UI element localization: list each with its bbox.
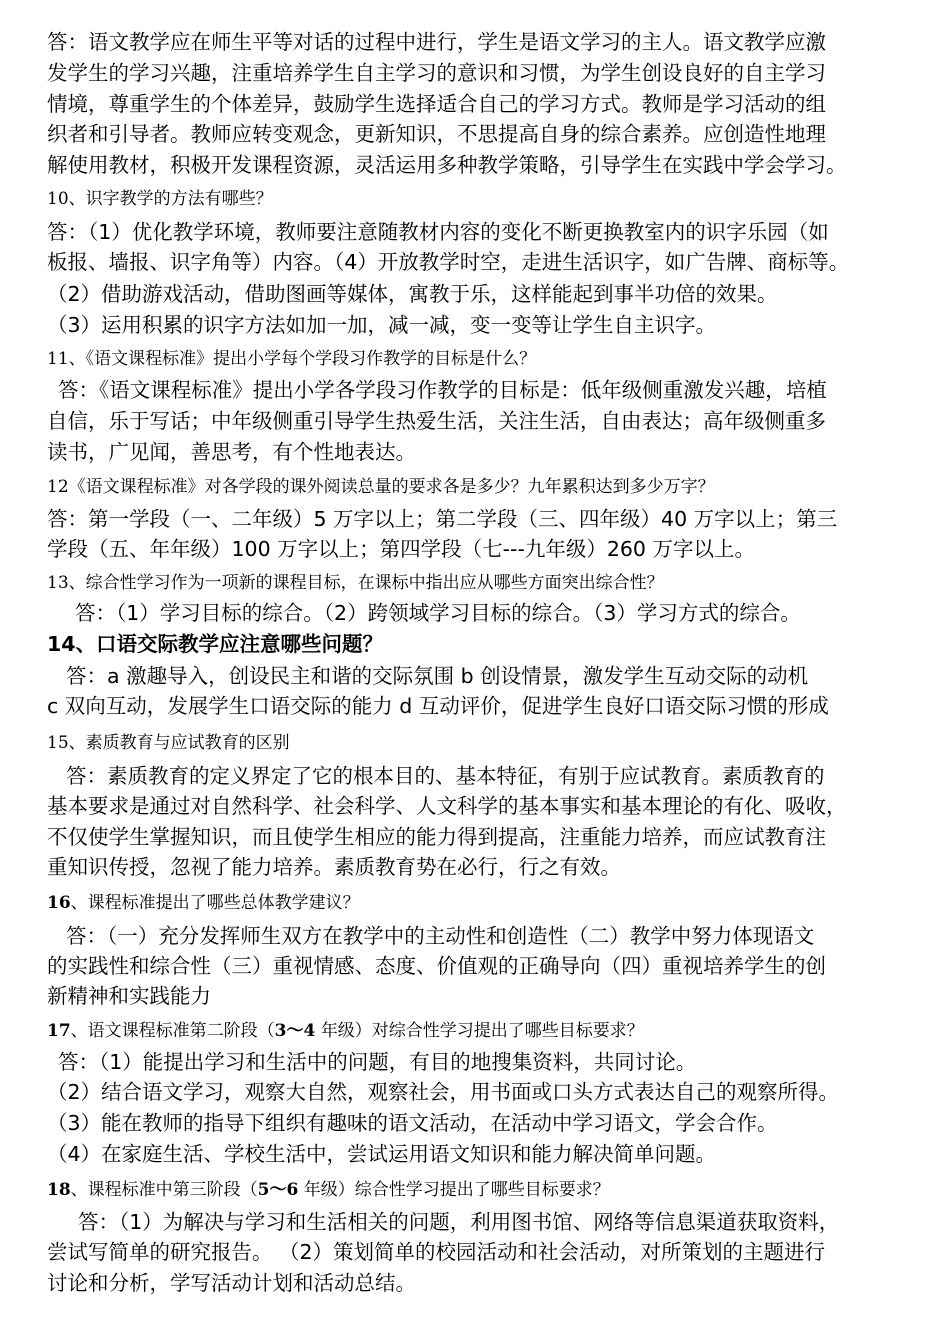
answer-9-line-4: 织者和引导者。教师应转变观念，更新知识，不思提高自身的综合素养。应创造性地理 [47,122,826,146]
question-17-grade-range: 3～4 [274,1021,316,1041]
question-15-heading: 15、素质教育与应试教育的区别 [47,733,290,753]
answer-10-line-4: （3）运用积累的识字方法如加一加，减一减，变一变等让学生自主识字。 [47,313,717,337]
question-18-grade-range: 5～6 [257,1180,299,1200]
answer-9-line-2: 发学生的学习兴趣，注重培养学生自主学习的意识和习惯，为学生创设良好的自主学习 [47,61,826,85]
answer-9-line-1: 答：语文教学应在师生平等对话的过程中进行，学生是语文学习的主人。语文教学应激 [47,30,826,54]
question-17-text-a: 、语文课程标准第二阶段（ [70,1021,275,1041]
answer-18-line-1: 答：（1）为解决与学习和生活相关的问题，利用图书馆、网络等信息渠道获取资料， [78,1210,840,1234]
answer-11-line-2: 自信，乐于写话；中年级侧重引导学生热爱生活，关注生活，自由表达；高年级侧重多 [47,409,826,433]
answer-11-line-1: 答：《语文课程标准》提出小学各学段习作教学的目标是：低年级侧重激发兴趣，培植 [58,378,827,402]
question-16-heading [0,887,950,919]
answer-9-line-3: 情境，尊重学生的个体差异，鼓励学生选择适合自己的学习方式。教师是学习活动的组 [47,92,826,116]
answer-15-line-1: 答：素质教育的定义界定了它的根本目的、基本特征，有别于应试教育。素质教育的 [66,764,825,788]
question-14-heading: 14、口语交际教学应注意哪些问题？ [47,632,384,656]
question-12-heading: 12《语文课程标准》对各学段的课外阅读总量的要求各是多少？九年累积达到多少万字？ [47,477,715,497]
answer-10-line-1: 答：（1）优化教学环境，教师要注意随教材内容的变化不断更换教室内的识字乐园（如 [47,220,829,244]
answer-16-line-1: 答：（一）充分发挥师生双方在教学中的主动性和创造性（二）教学中努力体现语文 [66,924,815,948]
question-13-heading: 13、综合性学习作为一项新的课程目标，在课标中指出应从哪些方面突出综合性？ [47,573,664,593]
question-17-number: 17 [47,1021,71,1041]
question-10-heading: 10、识字教学的方法有哪些？ [47,189,273,209]
answer-10-line-2: 板报、墙报、识字角等）内容。（4）开放教学时空，走进生活识字，如广告牌、商标等。 [47,250,850,274]
answer-17-line-2: （2）结合语文学习，观察大自然，观察社会，用书面或口头方式表达自己的观察所得。 [47,1080,840,1104]
answer-16-line-2: 的实践性和综合性（三）重视情感、态度、价值观的正确导向（四）重视培养学生的创 [47,954,826,978]
question-17-text-b: 年级）对综合性学习提出了哪些目标要求？ [315,1021,644,1041]
answer-15-line-2: 基本要求是通过对自然科学、社会科学、人文科学的基本事实和基本理论的有化、吸收， [47,794,847,818]
question-18-text-b: 年级）综合性学习提出了哪些目标要求？ [298,1180,610,1200]
answer-15-line-4: 重知识传授，忽视了能力培养。素质教育势在必行，行之有效。 [47,855,621,879]
question-11-heading: 11、《语文课程标准》提出小学每个学段习作教学的目标是什么？ [47,349,537,369]
answer-9-line-5: 解使用教材，积极开发课程资源，灵活运用多种教学策略，引导学生在实践中学会学习。 [47,153,847,177]
question-16-number: 16 [47,893,71,913]
answer-12-line-1: 答：第一学段（一、二年级）5 万字以上；第二学段（三、四年级）40 万字以上；第三 [47,507,838,531]
question-18-text-a: 、课程标准中第三阶段（ [70,1180,258,1200]
question-16-text: 、课程标准提出了哪些总体教学建议？ [70,893,360,913]
answer-18-line-3: 讨论和分析，学写活动计划和活动总结。 [47,1271,416,1295]
answer-11-line-3: 读书，广见闻，善思考，有个性地表达。 [47,440,416,464]
answer-17-line-1: 答：（1）能提出学习和生活中的问题，有目的地搜集资料，共同讨论。 [58,1050,697,1074]
answer-15-line-3: 不仅使学生掌握知识，而且使学生相应的能力得到提高，注重能力培养，而应试教育注 [47,825,826,849]
question-18-number: 18 [47,1180,71,1200]
answer-17-line-3: （3）能在教师的指导下组织有趣味的语文活动，在活动中学习语文，学会合作。 [47,1111,778,1135]
answer-13-line-1: 答：（1）学习目标的综合。（2）跨领域学习目标的综合。（3）学习方式的综合。 [75,601,801,625]
answer-14-line-2: c 双向互动，发展学生口语交际的能力 d 互动评价，促进学生良好口语交际习惯的形成 [47,694,829,718]
answer-17-line-4: （4）在家庭生活、学校生活中，尝试运用语文知识和能力解决简单问题。 [47,1142,717,1166]
answer-12-line-2: 学段（五、年年级）100 万字以上；第四学段（七---九年级）260 万字以上。 [47,537,755,561]
answer-18-line-2: 尝试写简单的研究报告。 （2）策划简单的校园活动和社会活动，对所策划的主题进行 [47,1240,826,1264]
answer-14-line-1: 答：a 激趣导入，创设民主和谐的交际氛围 b 创设情景，激发学生互动交际的动机 [66,664,809,688]
answer-10-line-3: （2）借助游戏活动，借助图画等媒体，寓教于乐，这样能起到事半功倍的效果。 [47,282,778,306]
question-17-heading [0,1015,950,1047]
answer-16-line-3: 新精神和实践能力 [47,984,211,1008]
question-18-heading [0,1174,950,1206]
